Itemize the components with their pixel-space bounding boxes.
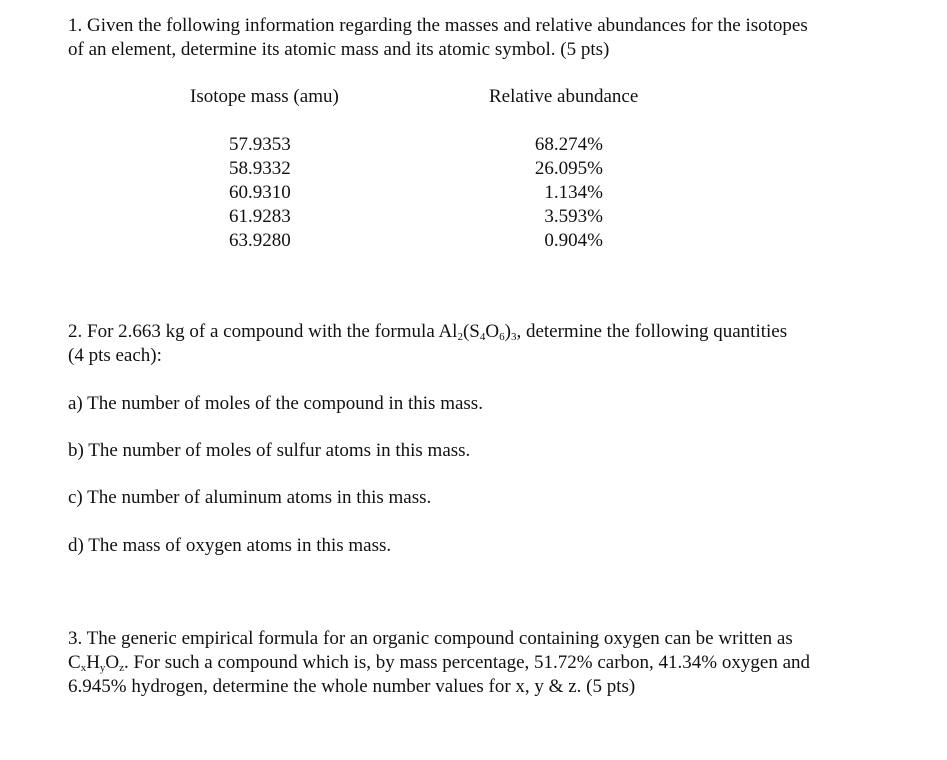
q2-part-a: a) The number of moles of the compound in this mass.: [68, 393, 483, 414]
isotope-mass-value: 58.9332: [229, 158, 291, 179]
q1-header-abundance: Relative abundance: [489, 86, 639, 107]
q2-paren-close: ): [504, 321, 511, 342]
q2-line-2: (4 pts each):: [68, 345, 162, 366]
q2-intro-prefix: 2. For 2.663 kg of a compound with the formula Al: [68, 321, 458, 342]
q1-line-2: of an element, determine its atomic mass and its atomic symbol. (5 pts): [68, 39, 610, 60]
q1-header-mass: Isotope mass (amu): [190, 86, 339, 107]
q3-line-1: 3. The generic empirical formula for an organic compound containing oxygen can be written as: [68, 628, 793, 649]
q2-intro-line: [68, 320, 787, 344]
isotope-mass-value: 60.9310: [229, 182, 291, 203]
q3-line-3: 6.945% hydrogen, determine the whole number values for x, y & z. (5 pts): [68, 676, 636, 697]
q2-part-c: c) The number of aluminum atoms in this mass.: [68, 487, 432, 508]
isotope-mass-value: 57.9353: [229, 134, 291, 155]
isotope-mass-column: [229, 133, 291, 253]
q2-intro-suffix: , determine the following quantities: [516, 321, 788, 342]
q3-sub-z: z: [119, 662, 125, 674]
q3-formula-o: O: [105, 652, 120, 673]
q2-sub-o: 6: [499, 331, 505, 343]
q3-formula-h: H: [86, 652, 100, 673]
q2-sub-s: 4: [479, 331, 486, 343]
relative-abundance-column: [525, 133, 603, 253]
relative-abundance-value: 1.134%: [544, 182, 603, 203]
q3-line-2: [68, 651, 810, 675]
q3-line-2-rest: . For such a compound which is, by mass percentage, 51.72% carbon, 41.34% oxygen and: [124, 652, 811, 673]
isotope-mass-value: 61.9283: [229, 206, 291, 227]
relative-abundance-value: 68.274%: [534, 134, 603, 155]
q2-part-d: d) The mass of oxygen atoms in this mass.: [68, 535, 392, 556]
q1-line-1: 1. Given the following information regarding the masses and relative abundances for the isotopes: [68, 15, 808, 36]
q2-part-b: b) The number of moles of sulfur atoms in this mass.: [68, 440, 471, 461]
q2-o-letter: O: [485, 321, 500, 342]
q2-paren-open: (S: [462, 321, 480, 342]
q3-sub-y: y: [99, 662, 106, 674]
q3-sub-x: x: [80, 662, 87, 674]
q2-sub-n: 3: [510, 331, 517, 343]
relative-abundance-value: 3.593%: [544, 206, 603, 227]
q2-sub-al: 2: [457, 331, 463, 343]
q3-formula-c: C: [68, 652, 81, 673]
isotope-mass-value: 63.9280: [229, 230, 291, 251]
relative-abundance-value: 0.904%: [544, 230, 603, 251]
relative-abundance-value: 26.095%: [534, 158, 603, 179]
